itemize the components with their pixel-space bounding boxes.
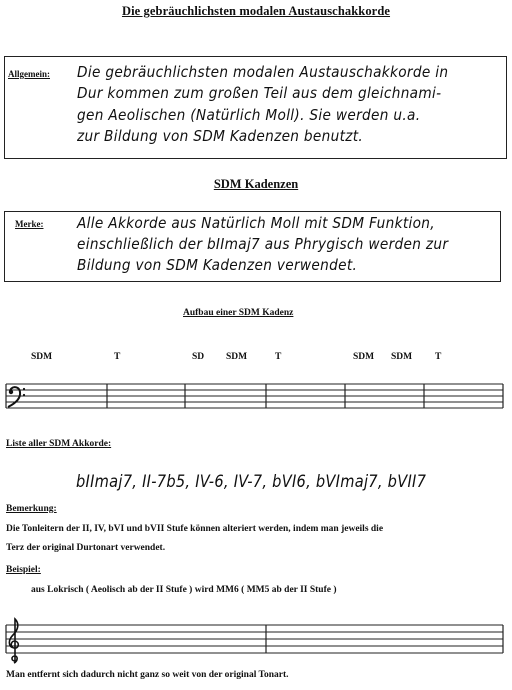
liste-heading: Liste aller SDM Akkorde: [6, 439, 112, 449]
chord-list: bIImaj7, II-7b5, IV-6, IV-7, bVI6, bVImaj7, bVII7 [76, 472, 427, 492]
cadence-label-1: SDM [31, 352, 53, 362]
beispiel-label: Beispiel: [6, 565, 41, 575]
cadence-label-5: T [275, 352, 282, 362]
merke-label: Merke: [15, 219, 44, 229]
cadence-label-4: SDM [226, 352, 248, 362]
aufbau-heading: Aufbau einer SDM Kadenz [183, 308, 294, 318]
cadence-label-6: SDM [353, 352, 375, 362]
merke-box [4, 211, 501, 282]
merke-line-1: Alle Akkorde aus Natürlich Moll mit SDM Funktion, [77, 214, 435, 232]
closing-text: Man entfernt sich dadurch nicht ganz so weit von der original Tonart. [6, 670, 289, 680]
allgemein-line-2: Dur kommen zum großen Teil aus dem gleichnami- [77, 84, 442, 102]
bass-staff [0, 380, 512, 420]
bemerkung-line-2: Terz der original Durtonart verwendet. [6, 543, 166, 553]
treble-clef-icon [9, 619, 18, 663]
page-title: Die gebräuchlichsten modalen Austauschakkorde [121, 4, 391, 18]
bemerkung-line-1: Die Tonleitern der II, IV, bVI und bVII Stufe können alteriert werden, indem man jeweils die [6, 524, 384, 534]
treble-staff [0, 617, 512, 667]
allgemein-line-4: zur Bildung von SDM Kadenzen benutzt. [77, 127, 364, 145]
cadence-label-8: T [435, 352, 442, 362]
allgemein-line-1: Die gebräuchlichsten modalen Austauschakkorde in [77, 63, 449, 81]
merke-line-3: Bildung von SDM Kadenzen verwendet. [77, 256, 358, 274]
allgemein-label: Allgemein: [8, 69, 50, 79]
bemerkung-label: Bemerkung: [6, 504, 57, 514]
allgemein-box [4, 56, 507, 159]
cadence-label-3: SD [192, 352, 205, 362]
section-heading: SDM Kadenzen [213, 177, 299, 191]
allgemein-line-3: gen Aeolischen (Natürlich Moll). Sie werden u.a. [77, 106, 421, 124]
beispiel-text: aus Lokrisch ( Aeolisch ab der II Stufe ) wird MM6 ( MM5 ab der II Stufe ) [31, 585, 337, 595]
cadence-label-7: SDM [391, 352, 413, 362]
merke-line-2: einschließlich der bIImaj7 aus Phrygisch werden zur [77, 235, 449, 253]
cadence-label-2: T [114, 352, 121, 362]
